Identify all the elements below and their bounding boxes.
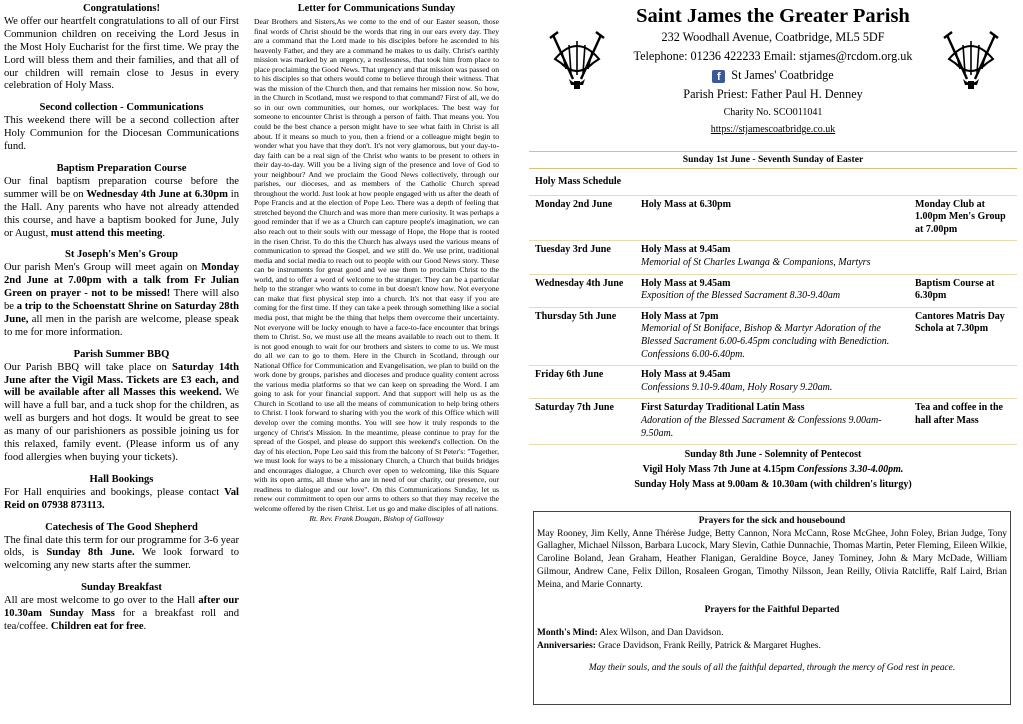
catechesis-body: The final date this term for our programme for 3-6 year olds, is Sunday 8th June. We look forward to welcoming any new starts after the summer. — [4, 534, 239, 572]
notices-column — [4, 0, 239, 724]
schedule-day: Thursday 5th June — [535, 310, 617, 322]
mass-notes: Memorial of St Boniface, Bishop & Martyr Adoration of the Blessed Sacrament 6.00-6.45pm concluding with Benediction. Confessions 6.00-6.40pm. — [641, 323, 890, 360]
congrats-body: We offer our heartfelt congratulations to all of our First Communion children on receiving the Lord Jesus in the Most Holy Eucharist for the first time. We pray the Lord will bless them and their families, and that all of our children will remain close to Jesus in every celebration of Holy Mass. — [4, 15, 239, 92]
parish-address: 232 Woodhall Avenue, Coatbridge, ML5 5DF — [661, 30, 885, 44]
schedule-day: Saturday 7th June — [535, 402, 614, 414]
schedule-row — [529, 240, 1017, 273]
sunday-title: Sunday 1st June - Seventh Sunday of Easter — [529, 151, 1017, 169]
sick-names: May Rooney, Jim Kelly, Anne Thérèse Judge, Betty Cannon, Nora McCann, Rose McGhee, John Foley, Brian Judge, Tony Gallagher, Michael Nilsson, Barbara Lucock, Mary Slevin, Cathie Dunnachie, Thomas Martin, Peter Fleming, Eileen Wilkie, Caroline Boland, Jean Graham, Heather Flanigan, Geraldine Boyce, Janey Tominey, John & Mary McDade, William Gilmour, Andrew Cane, Felix Dillon, Rosaleen Grogan, Timothy Nilsson, Jean Reilly, Olivia Ratcliffe, Ralf Laird, Brian Meina, and Marie Connarty. — [537, 528, 1007, 590]
anniversaries: Anniversaries: Grace Davidson, Frank Reilly, Patrick & Margaret Hughes. — [537, 640, 821, 651]
sunday-masses: Sunday Holy Mass at 9.00am & 10.30am (with children's liturgy) — [634, 479, 912, 491]
hall-body: For Hall enquiries and bookings, please contact Val Reid on 07938 873113. — [4, 486, 239, 511]
schedule-day: Tuesday 3rd June — [535, 244, 611, 256]
bbq-heading: Parish Summer BBQ — [73, 348, 170, 360]
mass-schedule — [529, 176, 1017, 492]
breakfast-heading: Sunday Breakfast — [81, 582, 162, 594]
pentecost-title: Sunday 8th June - Solemnity of Pentecost — [684, 449, 862, 461]
schedule-mass — [641, 369, 907, 394]
schedule-mass — [641, 244, 907, 269]
schedule-event: Tea and coffee in the hall after Mass — [915, 402, 1003, 426]
bbq-body: Our Parish BBQ will take place on Saturday 14th June after the Vigil Mass. Tickets are £3 each, and will be available after all Masses this weekend. We will have a full bar, and a tuck shop for the children, as well as burgers and hot dogs. It would be great to see as many of our parishioners as possible joining us for this relaxed, family event. (Please inform us of any food allergies when buying your tickets). — [4, 361, 239, 463]
letter-signature: Rt. Rev. Frank Dougan, Bishop of Galloway — [309, 514, 444, 524]
schedule-event — [907, 369, 1012, 394]
website-link[interactable]: https://stjamescoatbridge.co.uk — [710, 124, 836, 135]
mass-time: Holy Mass at 9.45am — [641, 244, 731, 256]
charity-number: Charity No. SCO011041 — [723, 107, 823, 118]
congrats-heading: Congratulations! — [82, 3, 161, 14]
mass-notes: Memorial of St Charles Lwanga & Companions, Martyrs — [641, 256, 871, 268]
scallop-crest-icon — [941, 29, 1001, 91]
sick-heading: Prayers for the sick and housebound — [698, 516, 846, 526]
schedule-row — [529, 365, 1017, 398]
closing-prayer: May their souls, and the souls of all the faithful departed, through the mercy of God rest in peace. — [588, 663, 956, 674]
mass-time: Holy Mass at 9.45am — [641, 277, 731, 289]
letter-body: Dear Brothers and Sisters,As we come to the end of our Easter season, those final words of Christ should be the words that ring in our ears every day. They are a command that the Lord made to his disciples before he ascended to his heavenly Father, and they are a command he makes to us daily. Christ's earthly mission was marked by an urgency, a restlessness, that took him from place to place proclaiming the Good News. That urgency and that mission was passed on to his disciples so that others would come to believe through their witness. That was the mission of the Church then, and that remains her mission now. So how, in the Church in Scotland, must we respond to that command? First of all, we do so in our own communities, our homes, our workplaces. The best way for someone to encounter Christ is through a person of faith. That means you. You could be the best chance a person might have to see what faith in Christ is all about. If it means so much to you, then a friend or a colleague might begin to wonder what you have that they don't. It's not very glamorous, but your day-to-day faith can be a real sign of the Christ who wants to be present to others in their day-to-day. Will you be a living sign of the presence and love of God to your neighbour? And we proclaim the Good News collectively, through our parishes, our dioceses, and as members of the Catholic Church spread throughout the world. Just look at how people engaged with us after the death of Pope Francis and at the election of Pope Leo. There was a depth of feeling that stretched beyond the Church and was more than mere curiosity. It was perhaps a good reminder that if we as a Church can capture people's imagination, we can also reach out to their souls with our message of Hope, the Hope that is rooted in the risen Christ. To do this the Church has always used the various means of communication to spread the Gospel, and we still do. We use print, traditional media and social media to reach out to people with our Good News story. These can be instruments for great good and we use them to proclaim Christ to the world, and to offer a word of welcome to the stranger. They can be a particular help to the stranger who wants to come in but doesn't know how. Not everyone can make that first physical step into a church. It's not that easy if you are coming for the first time. If they can take a peek through something like a social media post, that might be the thing that helps them overcome their uncertainty. Not everyone will be lucky enough to have a face-to-face encounter that brings them to Christ. So, we must use all the means available to reach out to them. It is not good enough to wait for our brothers and sisters to come to us. We must do all we can to go to them. Here in the Church in Scotland, through our National Office for Communication and Evangelisation, we plan to build on the work done by groups, parishes and dioceses and produce quality content across the various media platforms so that we can keep on spreading the Word. I am going to ask for your financial support. And that support will help us as the Church in Scotland to use all the means of communication to help bring others to Christ. I look forward to sharing with you the work of this Office which will develop over the coming months. You will see how it truly responds to the urgency of Christ's Mission. In the meantime, please continue to pray for the spread of the Gospel, and please do support this weekend's collection. On the day of his election, Pope Leo said this from the balcony of St Peter's: "Together, we must look for ways to be a missionary Church, a Church that builds bridges and encourages dialogue, a Church ever open to welcoming, like this Square with its open arms, all those who are in need of our charity, our presence, our readiness to dialogue and our love". On this Communications Sunday, let us renew our commitment to open our arms to others so that they may receive the welcome offered by the risen Christ. Let us go and make disciples of all nations. — [254, 17, 499, 513]
mass-notes: Exposition of the Blessed Sacrament 8.30-9.40am — [641, 290, 841, 302]
mens-group-heading: St Joseph's Men's Group — [64, 249, 179, 261]
scallop-crest-icon — [547, 29, 607, 91]
mass-time: Holy Mass at 7pm — [641, 310, 719, 322]
schedule-event: Monday Club at 1.00pm Men's Group at 7.00pm — [915, 198, 1006, 235]
prayers-box — [533, 511, 1011, 705]
schedule-row — [529, 307, 1017, 365]
schedule-mass — [641, 199, 907, 237]
mens-group-body: Our parish Men's Group will meet again on Monday 2nd June at 7.00pm with a talk from Fr Julian Green on prayer - not to be missed! There will also be a trip to the Schoenstatt Shrine on Saturday 28th June, all men in the parish are welcome, please speak to me for more information. — [4, 262, 239, 338]
schedule-event: Cantores Matris Day Schola at 7.30pm — [915, 310, 1005, 335]
months-mind: Month's Mind: Alex Wilson, and Dan Davidson. — [537, 627, 724, 638]
second-collection-body: This weekend there will be a second collection after Holy Communion for the Diocesan Communications fund. — [4, 115, 239, 153]
schedule-row — [529, 274, 1017, 307]
parish-contact: Telephone: 01236 422233 Email: stjames@rcdom.org.uk — [633, 49, 913, 63]
facebook-icon: f — [712, 70, 725, 83]
schedule-row — [529, 398, 1017, 444]
departed-heading: Prayers for the Faithful Departed — [704, 605, 840, 616]
breakfast-body: All are most welcome to go over to the Hall after our 10.30am Sunday Mass for a breakfast roll and tea/coffee. Children eat for free. — [4, 595, 239, 632]
parish-title: Saint James the Greater Parish — [636, 5, 910, 27]
mass-time: Holy Mass at 9.45am — [641, 369, 731, 381]
pentecost-section — [529, 444, 1017, 492]
mass-notes: Confessions 9.10-9.40am, Holy Rosary 9.20am. — [641, 381, 833, 393]
parish-info-column — [529, 0, 1017, 724]
schedule-mass — [641, 311, 907, 361]
hall-heading: Hall Bookings — [89, 473, 154, 485]
mass-time: First Saturday Traditional Latin Mass — [641, 402, 805, 414]
letter-column — [254, 0, 499, 724]
schedule-mass — [641, 278, 907, 303]
baptism-heading: Baptism Preparation Course — [56, 162, 187, 174]
catechesis-heading: Catechesis of The Good Shepherd — [45, 521, 198, 533]
facebook-name: St James' Coatbridge — [731, 68, 834, 82]
mass-notes: Adoration of the Blessed Sacrament & Confessions 9.00am-9.50am. — [641, 414, 882, 439]
schedule-event: Baptism Course at 6.30pm — [915, 277, 995, 302]
vigil-mass: Vigil Holy Mass 7th June at 4.15pm Confessions 3.30-4.00pm. — [642, 464, 904, 476]
schedule-day: Friday 6th June — [535, 369, 604, 381]
baptism-body: Our final baptism preparation course before the summer will be on Wednesday 4th June at 6.30pm in the Hall. Any parents who have not already attended this course, and have a baptism booked for June, July or August, must attend this meeting. — [4, 175, 239, 239]
schedule-day: Wednesday 4th June — [535, 277, 624, 289]
schedule-title: Holy Mass Schedule — [535, 176, 622, 187]
parish-priest: Parish Priest: Father Paul H. Denney — [683, 87, 863, 101]
parish-header — [529, 5, 1017, 150]
schedule-event — [907, 244, 1012, 269]
schedule-day: Monday 2nd June — [535, 198, 613, 210]
letter-heading: Letter for Communications Sunday — [297, 3, 456, 14]
schedule-mass — [641, 402, 907, 440]
schedule-row — [529, 195, 1017, 241]
mass-time: Holy Mass at 6.30pm — [641, 198, 731, 210]
second-collection-heading: Second collection - Communications — [39, 102, 204, 114]
